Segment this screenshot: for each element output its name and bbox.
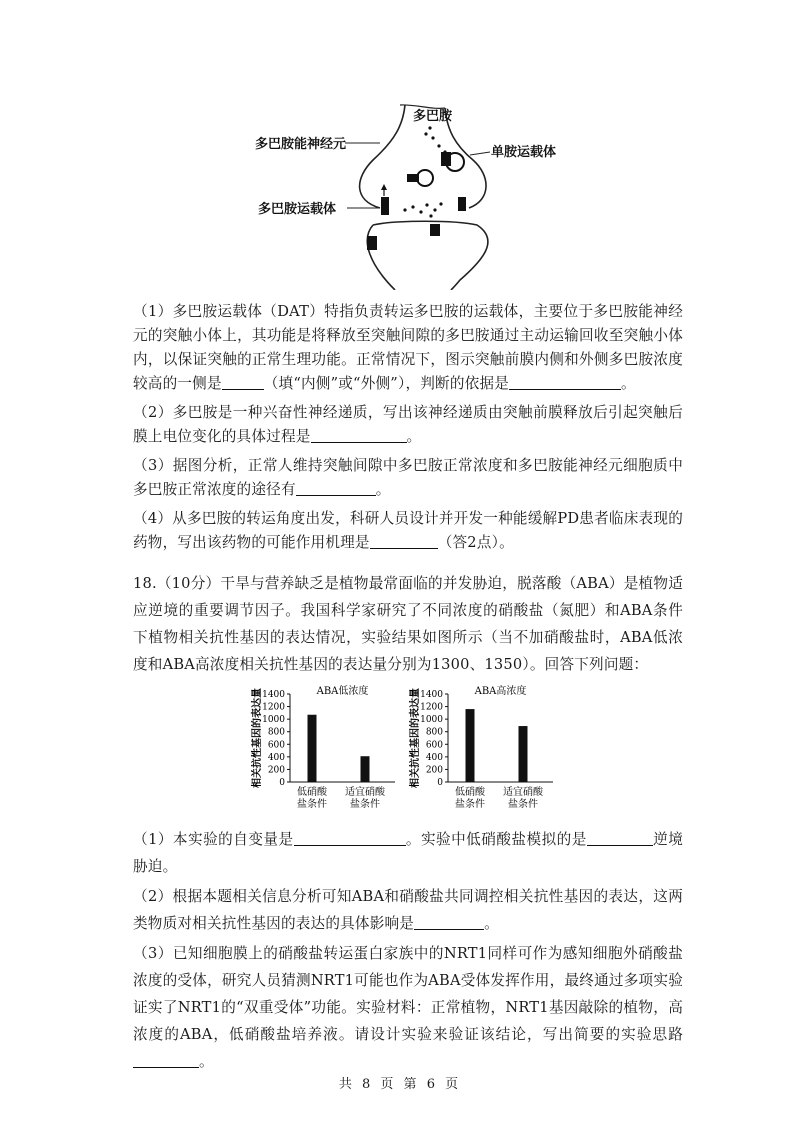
arrow-up-head <box>381 184 387 190</box>
answer-blank[interactable] <box>294 829 406 846</box>
postsynaptic-left <box>367 225 395 290</box>
answer-blank[interactable] <box>133 1051 199 1068</box>
q18-part3 <box>133 940 683 1075</box>
q17-part3-end: 。 <box>375 481 391 498</box>
x-tick-label: 适宜硝酸 <box>503 787 543 798</box>
x-tick-label: 盐条件 <box>455 799 485 810</box>
q18-part1 <box>133 826 683 880</box>
q18-part2-end: 。 <box>484 915 499 932</box>
question-17-block <box>133 300 683 560</box>
question-18-parts <box>133 826 683 1078</box>
x-tick-label: 盐条件 <box>297 799 327 810</box>
y-tick-label: 1200 <box>420 702 443 713</box>
y-tick-label: 600 <box>425 740 443 751</box>
bar <box>519 726 528 782</box>
q17-part2-end: 。 <box>406 428 422 445</box>
presynaptic-top <box>400 105 445 109</box>
y-tick-label: 600 <box>267 740 285 751</box>
y-tick-label: 200 <box>267 765 285 776</box>
y-tick-label: 1000 <box>420 715 443 726</box>
y-axis-label: 相关抗性基因的表达量 <box>252 688 263 788</box>
y-tick-label: 1200 <box>262 702 285 713</box>
x-tick-label: 低硝酸 <box>297 787 327 798</box>
y-tick-label: 1400 <box>420 690 443 700</box>
q17-part3-text: （3）据图分析，正常人维持突触间隙中多巴胺正常浓度和多巴胺能神经元细胞质中多巴胺正常浓度的途径有 <box>133 457 683 498</box>
chart-title: ABA高浓度 <box>474 686 527 697</box>
vesicle-transporter <box>407 174 419 182</box>
answer-blank[interactable] <box>296 479 376 496</box>
q18-part1-text-a: （1）本实验的自变量是 <box>133 831 294 848</box>
receptor-left <box>367 236 377 250</box>
y-tick-label: 400 <box>267 752 285 763</box>
q18-intro-text: 18.（10分）干旱与营养缺乏是植物最常面临的并发胁迫，脱落酸（ABA）是植物适应逆境的重要调节因子。我国科学家研究了不同浓度的硝酸盐（氮肥）和ABA条件下植物相关抗性基因的表达情况，实验结果如图所示（当不加硝酸盐时，ABA低浓度和ABA高浓度相关抗性基因的表达量分别为1300、1350）。回答下列问题： <box>133 575 683 673</box>
q17-part3 <box>133 454 683 502</box>
q18-part3-text: （3）已知细胞膜上的硝酸盐转运蛋白家族中的NRT1同样可作为感知细胞外硝酸盐浓度的受体，研究人员猜测NRT1可能也作为ABA受体发挥作用，最终通过多项实验证实了NRT1的“双重受体”功能。实验材料：正常植物，NRT1基因敲除的植物，高浓度的ABA，低硝酸盐培养液。请设计实验来验证该结论，写出简要的实验思路 <box>133 945 683 1043</box>
answer-blank[interactable] <box>414 913 484 930</box>
q17-part1-text-b: （填“内侧”或“外侧”），判断的依据是 <box>263 375 510 392</box>
y-tick-label: 0 <box>279 778 285 788</box>
y-tick-label: 800 <box>425 727 443 738</box>
q17-part2-text: （2）多巴胺是一种兴奋性神经递质，写出该神经递质由突触前膜释放后引起突触后膜上电位变化的具体过程是 <box>133 404 683 445</box>
y-tick-label: 1400 <box>262 690 285 700</box>
y-tick-label: 800 <box>267 727 285 738</box>
q18-part1-text-c: 逆境胁迫。 <box>133 831 683 875</box>
q17-part1 <box>133 300 683 396</box>
label-dopamine-transporter: 多巴胺运载体 <box>258 202 337 217</box>
receptor-right <box>430 224 440 236</box>
q18-part2-text: （2）根据本题相关信息分析可知ABA和硝酸盐共同调控相关抗性基因的表达，这两类物质对相关抗性基因的表达的具体影响是 <box>133 888 683 932</box>
chart-aba-low <box>250 682 400 822</box>
bar <box>361 756 370 782</box>
label-dopaminergic-neuron: 多巴胺能神经元 <box>255 137 347 152</box>
answer-blank[interactable] <box>587 829 653 846</box>
answer-blank[interactable] <box>311 426 407 443</box>
chart-aba-high <box>408 682 558 822</box>
y-tick-label: 0 <box>437 778 443 788</box>
q17-part4 <box>133 507 683 555</box>
answer-blank[interactable] <box>509 373 621 390</box>
q18-part3-end: 。 <box>199 1053 214 1070</box>
q17-part2 <box>133 401 683 449</box>
bar <box>466 709 475 782</box>
synapse-diagram <box>255 100 595 290</box>
q18-part1-text-b: 。实验中低硝酸盐模拟的是 <box>405 831 587 848</box>
q17-part1-end: 。 <box>621 375 636 392</box>
question-18-intro <box>133 570 683 678</box>
q18-part2 <box>133 883 683 937</box>
monoamine-transporter-block <box>441 152 451 166</box>
chart-title: ABA低浓度 <box>316 686 369 697</box>
q17-part4-text: （4）从多巴胺的转运角度出发，科研人员设计并开发一种能缓解PD患者临床表现的药物，写出该药物的可能作用机理是 <box>133 510 683 551</box>
label-monoamine-transporter: 单胺运载体 <box>491 145 557 160</box>
answer-blank[interactable] <box>370 532 438 549</box>
x-tick-label: 低硝酸 <box>455 787 485 798</box>
q17-part1-text: （1）多巴胺运载体（DAT）特指负责转运多巴胺的运载体，主要位于多巴胺能神经元的突触小体上，其功能是将释放至突触间隙的多巴胺通过主动运输回收至突触小体内，以保证突触的正常生理功能。正常情况下，图示突触前膜内侧和外侧多巴胺浓度较高的一侧是 <box>133 303 683 392</box>
vesicle <box>417 170 433 186</box>
y-tick-label: 200 <box>425 765 443 776</box>
leader-monoamine <box>470 152 490 155</box>
x-tick-label: 盐条件 <box>350 799 380 810</box>
y-tick-label: 400 <box>425 752 443 763</box>
y-axis-label: 相关抗性基因的表达量 <box>410 688 421 788</box>
x-tick-label: 盐条件 <box>508 799 538 810</box>
answer-blank[interactable] <box>222 373 264 390</box>
x-tick-label: 适宜硝酸 <box>345 787 385 798</box>
y-tick-label: 1000 <box>262 715 285 726</box>
label-dopamine: 多巴胺 <box>413 109 453 124</box>
dat-transporter <box>381 197 389 215</box>
presynaptic-membrane-left <box>360 105 405 208</box>
page-footer: 共 8 页 第 6 页 <box>338 1077 462 1092</box>
q17-part4-end: （答2点）。 <box>437 534 514 551</box>
dopamine-molecules <box>403 126 446 217</box>
bar <box>308 715 317 782</box>
dat-transporter-right <box>458 197 466 211</box>
